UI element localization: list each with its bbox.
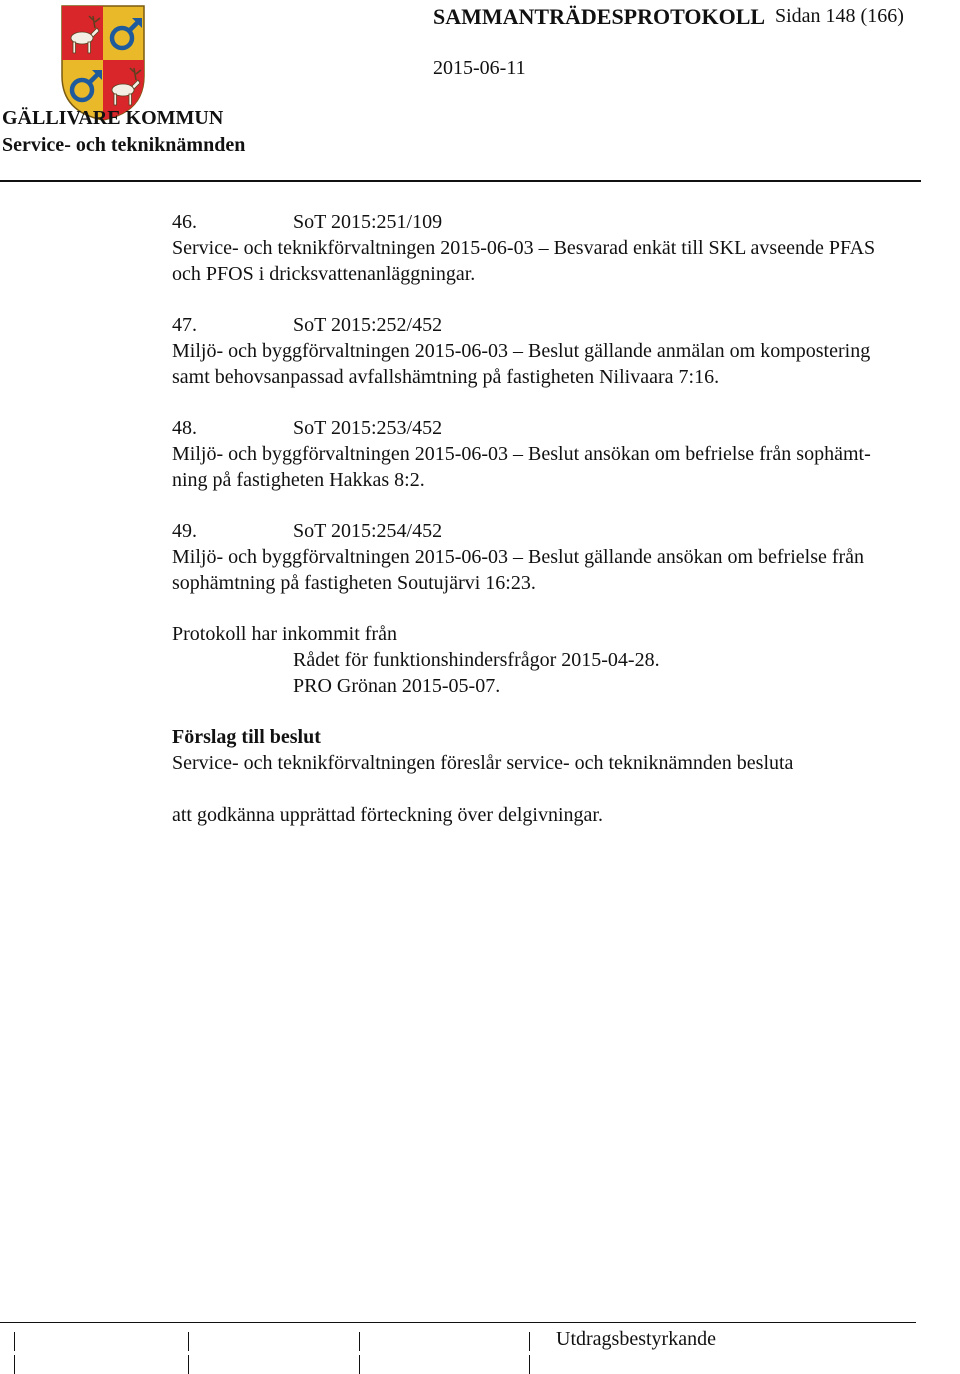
item-reference: SoT 2015:251/109 — [293, 211, 443, 233]
board-name: Service- och tekniknämnden — [2, 134, 246, 156]
item-reference: SoT 2015:253/452 — [293, 417, 443, 439]
item-line: Miljö- och byggförvaltningen 2015-06-03 – Beslut ansökan om befrielse från sophämt- — [172, 443, 871, 465]
item-number: 47. — [172, 314, 197, 336]
meeting-date: 2015-06-11 — [433, 57, 526, 79]
signature-field-divider — [14, 1332, 15, 1351]
municipality-name: GÄLLIVARE KOMMUN — [2, 107, 224, 129]
signature-field-divider — [529, 1332, 530, 1351]
signature-field-divider — [14, 1355, 15, 1374]
coat-of-arms-icon — [60, 4, 146, 122]
item-line: ning på fastigheten Hakkas 8:2. — [172, 469, 425, 491]
item-line: Service- och teknikförvaltningen 2015-06-03 – Besvarad enkät till SKL avseende PFAS — [172, 237, 876, 259]
page-number: Sidan 148 (166) — [775, 5, 904, 27]
signature-field-divider — [188, 1355, 189, 1374]
signature-field-divider — [188, 1332, 189, 1351]
signature-field-divider — [359, 1332, 360, 1351]
item-line: samt behovsanpassad avfallshämtning på fastigheten Nilivaara 7:16. — [172, 366, 720, 388]
item-line: sophämtning på fastigheten Soutujärvi 16:23. — [172, 572, 536, 594]
proposal-text: Service- och teknikförvaltningen föreslår service- och tekniknämnden besluta — [172, 752, 794, 774]
item-line: och PFOS i dricksvattenanläggningar. — [172, 263, 476, 285]
item-number: 46. — [172, 211, 197, 233]
protocols-intro: Protokoll har inkommit från — [172, 623, 397, 645]
item-line: Miljö- och byggförvaltningen 2015-06-03 – Beslut gällande ansökan om befrielse från — [172, 546, 865, 568]
protocol-entry: PRO Grönan 2015-05-07. — [293, 675, 501, 697]
item-number: 48. — [172, 417, 197, 439]
signature-field-divider — [529, 1355, 530, 1374]
item-line: Miljö- och byggförvaltningen 2015-06-03 – Beslut gällande anmälan om kompostering — [172, 340, 871, 362]
footer-divider — [0, 1322, 916, 1323]
proposal-heading: Förslag till beslut — [172, 726, 321, 748]
item-number: 49. — [172, 520, 197, 542]
proposal-decision: att godkänna upprättad förteckning över delgivningar. — [172, 804, 603, 826]
document-title: SAMMANTRÄDESPROTOKOLL — [433, 4, 766, 29]
protocol-entry: Rådet för funktionshindersfrågor 2015-04-28. — [293, 649, 660, 671]
item-reference: SoT 2015:252/452 — [293, 314, 443, 336]
item-reference: SoT 2015:254/452 — [293, 520, 443, 542]
certification-label: Utdragsbestyrkande — [556, 1328, 716, 1350]
signature-field-divider — [359, 1355, 360, 1374]
header-divider — [0, 180, 921, 182]
